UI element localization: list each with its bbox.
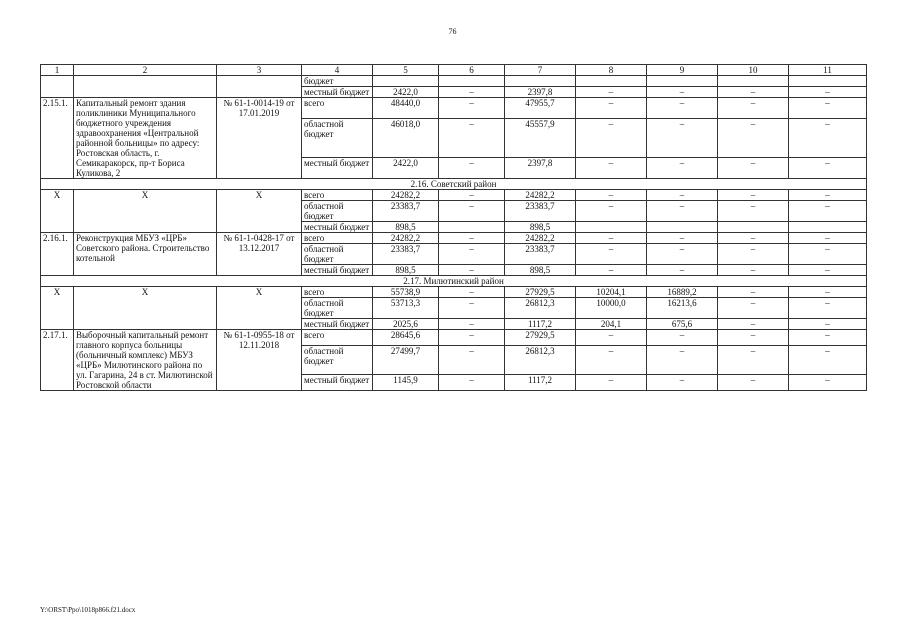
value-cell-c11: – [789,118,867,158]
item-document: № 61-1-0955-18 от 12.11.2018 [217,330,302,391]
value-cell-c8: – [576,98,647,119]
value-cell-c7 [505,76,576,87]
value-cell-c9: – [647,98,718,119]
total-x-cell: Х [41,190,74,233]
value-cell-c5: 2422,0 [373,87,439,98]
value-cell-c6 [439,222,505,233]
value-cell-c9: 16889,2 [647,287,718,298]
value-cell-c5: 23383,7 [373,244,439,265]
column-header-10: 10 [718,65,789,76]
section-title: 2.16. Советский район [41,179,867,190]
total-x-cell: Х [217,287,302,330]
value-cell-c7: 26812,3 [505,345,576,375]
total-x-cell: Х [74,287,217,330]
value-cell-c10: – [718,287,789,298]
total-x-cell: Х [74,190,217,233]
table-row [41,98,867,119]
value-cell-c10: – [718,201,789,222]
value-cell-c7: 898,5 [505,265,576,276]
total-x-cell: Х [41,287,74,330]
value-cell-c6: – [439,118,505,158]
column-header-2: 2 [74,65,217,76]
value-cell-c10: – [718,244,789,265]
value-cell-c10: – [718,233,789,244]
value-cell-c10 [718,76,789,87]
value-cell-c5: 46018,0 [373,118,439,158]
value-cell-c7: 23383,7 [505,244,576,265]
value-cell-c7: 26812,3 [505,298,576,319]
column-header-11: 11 [789,65,867,76]
value-cell-c6: – [439,244,505,265]
value-cell-c5: 2422,0 [373,158,439,179]
value-cell-c5: 24282,2 [373,233,439,244]
value-cell-c8: 204,1 [576,319,647,330]
table-row [41,330,867,346]
value-cell-c11: – [789,201,867,222]
value-cell-c11: – [789,345,867,375]
item-name: Капитальный ремонт здания поликлиники Муниципального бюджетного учреждения здравоохранения «Центральной районной больницы» по адресу: Ростовская область, г. Семикаракорск, пр-т Бориса Куликова, 2 [74,98,217,179]
source-cell: областной бюджет [302,118,373,158]
value-cell-c10: – [718,319,789,330]
value-cell-c8: – [576,375,647,391]
value-cell-c8: – [576,345,647,375]
value-cell-c8: – [576,244,647,265]
value-cell-c10: – [718,265,789,276]
value-cell-c11: – [789,375,867,391]
item-document: № 61-1-0428-17 от 13.12.2017 [217,233,302,276]
column-header-3: 3 [217,65,302,76]
value-cell-c5: 1145,9 [373,375,439,391]
value-cell-c9: – [647,190,718,201]
value-cell-c10: – [718,375,789,391]
page-number: 76 [448,27,457,36]
value-cell-c6: – [439,319,505,330]
source-cell: областной бюджет [302,244,373,265]
value-cell-c10 [718,222,789,233]
source-cell: местный бюджет [302,87,373,98]
value-cell-c9: 16213,6 [647,298,718,319]
source-cell: местный бюджет [302,222,373,233]
value-cell-c11 [789,222,867,233]
value-cell-c8: 10204,1 [576,287,647,298]
value-cell-c11: – [789,233,867,244]
table-row [41,76,867,87]
value-cell-c11 [789,76,867,87]
item-name: Реконструкция МБУЗ «ЦРБ» Советского района. Строительство котельной [74,233,217,276]
value-cell-c6: – [439,330,505,346]
value-cell-c7: 45557,9 [505,118,576,158]
section-title: 2.17. Милютинский район [41,276,867,287]
value-cell-c9: – [647,233,718,244]
value-cell-c7: 1117,2 [505,375,576,391]
source-cell: всего [302,190,373,201]
value-cell-c7: 24282,2 [505,190,576,201]
source-cell: местный бюджет [302,375,373,391]
column-header-5: 5 [373,65,439,76]
value-cell-c5: 48440,0 [373,98,439,119]
section-title-row [41,276,867,287]
value-cell-c5: 28645,6 [373,330,439,346]
value-cell-c6: – [439,375,505,391]
value-cell-c8 [576,222,647,233]
value-cell-c9: – [647,244,718,265]
value-cell-c5: 27499,7 [373,345,439,375]
column-header-6: 6 [439,65,505,76]
value-cell-c7: 1117,2 [505,319,576,330]
column-header-7: 7 [505,65,576,76]
name-cell [74,76,217,98]
value-cell-c8: – [576,158,647,179]
column-header-8: 8 [576,65,647,76]
column-header-1: 1 [41,65,74,76]
footer-file-path: Y:\ORST\Ppo\1018p866.f21.docx [40,606,136,614]
value-cell-c11: – [789,158,867,179]
value-cell-c8: – [576,87,647,98]
value-cell-c6: – [439,87,505,98]
value-cell-c9: – [647,118,718,158]
value-cell-c10: – [718,158,789,179]
item-number: 2.16.1. [41,233,74,276]
value-cell-c11: – [789,319,867,330]
section-title-row [41,179,867,190]
source-cell: местный бюджет [302,319,373,330]
value-cell-c7: 2397,8 [505,87,576,98]
value-cell-c11: – [789,190,867,201]
value-cell-c6: – [439,265,505,276]
item-number: 2.17.1. [41,330,74,391]
value-cell-c10: – [718,87,789,98]
column-header-9: 9 [647,65,718,76]
value-cell-c10: – [718,345,789,375]
value-cell-c9: – [647,201,718,222]
value-cell-c9: – [647,87,718,98]
value-cell-c8: – [576,330,647,346]
budget-table [40,64,867,391]
value-cell-c8: – [576,265,647,276]
value-cell-c5: 55738,9 [373,287,439,298]
source-cell: областной бюджет [302,201,373,222]
source-cell: местный бюджет [302,265,373,276]
value-cell-c11: – [789,265,867,276]
source-cell: всего [302,233,373,244]
num-cell [41,76,74,98]
table-row [41,190,867,201]
table-row [41,233,867,244]
value-cell-c5 [373,76,439,87]
value-cell-c6: – [439,98,505,119]
source-cell: областной бюджет [302,345,373,375]
budget-table-wrapper [40,64,866,391]
source-cell: всего [302,330,373,346]
source-cell: местный бюджет [302,158,373,179]
source-cell: всего [302,287,373,298]
value-cell-c6: – [439,190,505,201]
value-cell-c6: – [439,298,505,319]
value-cell-c7: 27929,5 [505,330,576,346]
value-cell-c8: 10000,0 [576,298,647,319]
value-cell-c8: – [576,201,647,222]
value-cell-c8 [576,76,647,87]
value-cell-c6 [439,76,505,87]
value-cell-c10: – [718,298,789,319]
value-cell-c6: – [439,158,505,179]
value-cell-c9 [647,222,718,233]
value-cell-c5: 24282,2 [373,190,439,201]
value-cell-c6: – [439,287,505,298]
value-cell-c8: – [576,233,647,244]
value-cell-c5: 2025,6 [373,319,439,330]
value-cell-c5: 53713,3 [373,298,439,319]
item-name: Выборочный капитальный ремонт главного корпуса больницы (больничный комплекс) МБУЗ «ЦРБ» Милютинского района по ул. Гагарина, 24 в ст. Милютинской Ростовской области [74,330,217,391]
value-cell-c9: – [647,345,718,375]
value-cell-c9: – [647,158,718,179]
value-cell-c6: – [439,201,505,222]
value-cell-c9: – [647,330,718,346]
source-cell: областной бюджет [302,298,373,319]
value-cell-c11: – [789,87,867,98]
value-cell-c9 [647,76,718,87]
source-cell: всего [302,98,373,119]
value-cell-c7: 27929,5 [505,287,576,298]
value-cell-c8: – [576,190,647,201]
value-cell-c5: 898,5 [373,265,439,276]
value-cell-c11: – [789,330,867,346]
table-row [41,287,867,298]
value-cell-c10: – [718,190,789,201]
value-cell-c7: 2397,8 [505,158,576,179]
value-cell-c5: 898,5 [373,222,439,233]
value-cell-c7: 47955,7 [505,98,576,119]
value-cell-c6: – [439,233,505,244]
value-cell-c9: – [647,375,718,391]
value-cell-c11: – [789,244,867,265]
value-cell-c11: – [789,298,867,319]
doc-cell [217,76,302,98]
value-cell-c10: – [718,330,789,346]
value-cell-c10: – [718,118,789,158]
value-cell-c11: – [789,98,867,119]
value-cell-c11: – [789,287,867,298]
item-number: 2.15.1. [41,98,74,179]
value-cell-c10: – [718,98,789,119]
value-cell-c8: – [576,118,647,158]
column-header-4: 4 [302,65,373,76]
value-cell-c7: 898,5 [505,222,576,233]
value-cell-c9: – [647,265,718,276]
source-cell: бюджет [302,76,373,87]
value-cell-c5: 23383,7 [373,201,439,222]
total-x-cell: Х [217,190,302,233]
value-cell-c7: 24282,2 [505,233,576,244]
item-document: № 61-1-0014-19 от 17.01.2019 [217,98,302,179]
value-cell-c7: 23383,7 [505,201,576,222]
table-header-row [41,65,867,76]
value-cell-c6: – [439,345,505,375]
value-cell-c9: 675,6 [647,319,718,330]
